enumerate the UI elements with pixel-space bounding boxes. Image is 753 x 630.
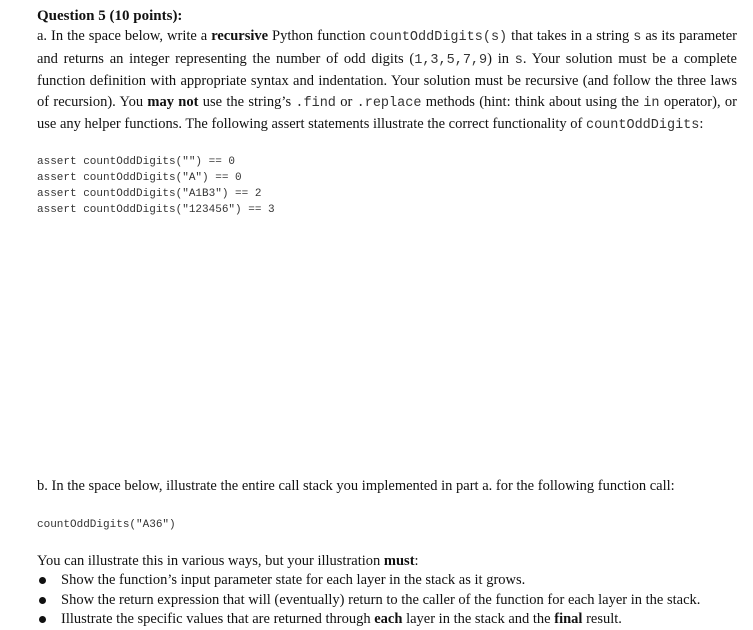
part-a-instructions xyxy=(37,26,737,137)
emphasis-may-not: may not xyxy=(147,93,199,110)
text-segment: use the string’s xyxy=(198,93,296,110)
text-segment: a. In the space below, write a xyxy=(37,28,212,44)
exam-page xyxy=(37,4,737,627)
assert-code-block xyxy=(37,154,737,218)
assert-line: assert countOddDigits("123456") == 3 xyxy=(37,203,275,216)
requirement-item xyxy=(37,610,737,630)
function-call-example: countOddDigits("A36") xyxy=(37,519,176,531)
requirements-block xyxy=(37,551,737,630)
emphasis-final: final xyxy=(554,611,583,627)
requirement-item xyxy=(37,591,737,611)
text-segment: as its parameter and returns an integer representing the number of odd digits ( xyxy=(37,28,737,67)
emphasis-recursive: recursive xyxy=(211,28,269,44)
text-segment: You can illustrate this in various ways, but your illustration xyxy=(37,553,384,569)
function-signature: countOddDigits(s) xyxy=(369,30,508,45)
text-segment: Python function xyxy=(268,28,370,44)
text-segment: operator), or use any helper functions. The following assert statements illustrate the correct functionality of xyxy=(37,93,737,132)
find-method: .find xyxy=(295,95,336,111)
assert-line: assert countOddDigits("A") == 0 xyxy=(37,171,242,184)
question-title: Question 5 (10 points): xyxy=(37,8,183,24)
odd-digits-list: 1,3,5,7,9 xyxy=(414,52,488,68)
assert-line: assert countOddDigits("") == 0 xyxy=(37,155,236,168)
text-segment: ) in xyxy=(487,50,515,67)
part-b-intro: b. In the space below, illustrate the entire call stack you implemented in part a. for the following function call: xyxy=(37,478,675,494)
requirements-list xyxy=(37,571,737,630)
function-name: countOddDigits xyxy=(585,118,700,133)
requirement-text: Show the return expression that will (eventually) return to the caller of the function for each layer in the stack. xyxy=(61,591,701,608)
assert-line: assert countOddDigits("A1B3") == 2 xyxy=(37,187,262,200)
requirements-intro xyxy=(37,551,737,571)
text-segment: result. xyxy=(582,611,622,627)
replace-method: .replace xyxy=(356,95,422,111)
bullet-icon xyxy=(39,577,46,584)
text-segment: or xyxy=(335,93,357,110)
bullet-icon xyxy=(39,597,46,604)
requirement-item xyxy=(37,571,737,591)
requirement-text: Show the function’s input parameter state for each layer in the stack as it grows. xyxy=(61,572,526,588)
emphasis-each: each xyxy=(374,611,403,627)
text-segment: that takes in a string xyxy=(507,28,634,44)
text-segment: Illustrate the specific values that are returned through xyxy=(61,611,375,627)
bullet-icon xyxy=(39,616,46,623)
text-segment: : xyxy=(699,116,704,132)
emphasis-must: must xyxy=(383,553,415,569)
text-segment: methods (hint: think about using the xyxy=(421,93,644,110)
text-segment: . Your solution must be a complete function definition with appropriate syntax and indentation. Your solution must be recursive (and follow the three laws of recursion). You xyxy=(37,50,737,110)
in-operator: in xyxy=(643,95,660,111)
text-segment: layer in the stack and the xyxy=(402,611,555,627)
text-segment: : xyxy=(414,553,419,569)
param-name: s xyxy=(633,30,642,45)
param-name: s xyxy=(514,52,523,68)
